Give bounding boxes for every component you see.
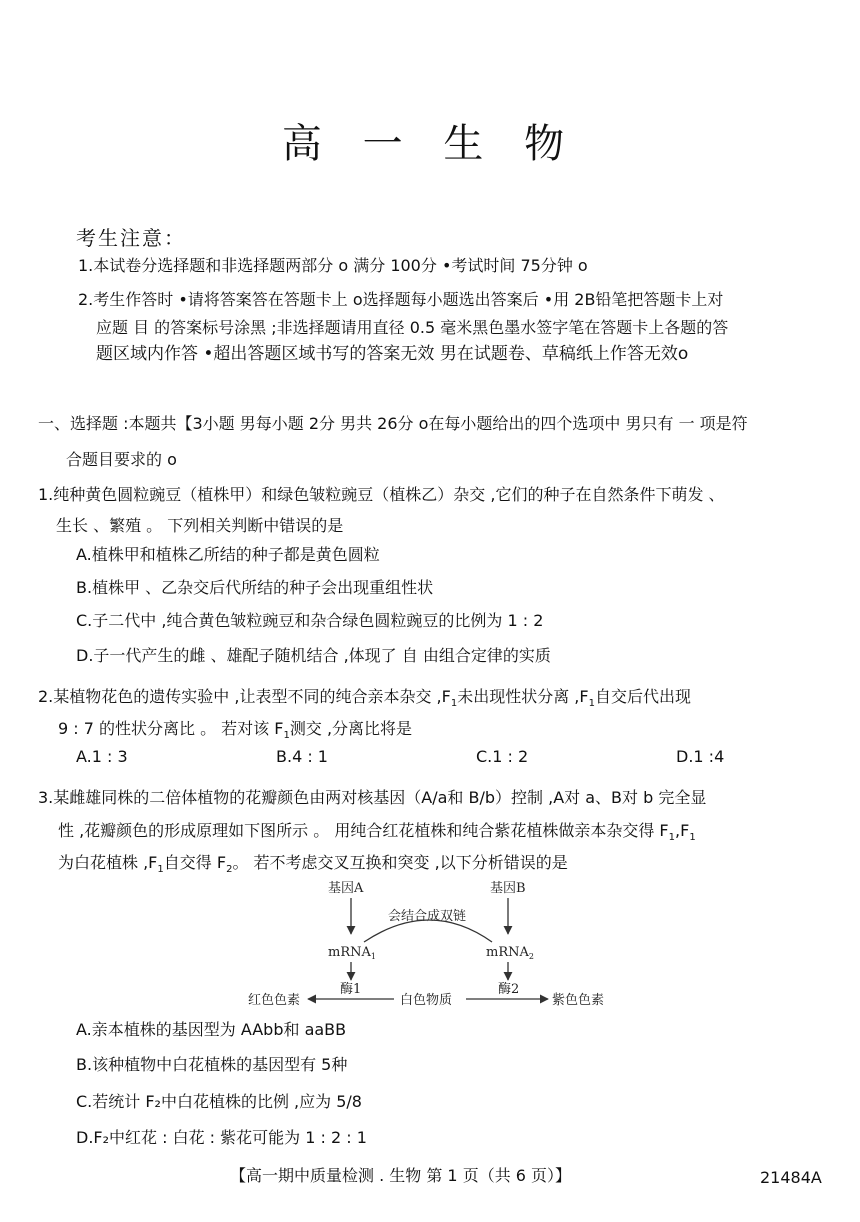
q2-stem-text: 测交 ,分离比将是: [289, 719, 413, 738]
q2-option-d: D.1 :4: [676, 747, 725, 766]
section-heading-line-2: 合题目要求的 o: [66, 450, 177, 469]
subscript: 2: [226, 864, 233, 876]
q3-stem-line-2: [58, 821, 696, 848]
q3-option-b: B.该种植物中白花植株的基因型有 5种: [76, 1055, 348, 1074]
q1-stem-line-1: 1.纯种黄色圆粒豌豆（植株甲）和绿色皱粒豌豆（植株乙）杂交 ,它们的种子在自然条件下萌发 、: [38, 485, 725, 504]
q3-stem-text: 性 ,花瓣颜色的形成原理如下图所示 。 用纯合红花植株和纯合紫花植株做亲本杂交得 F: [58, 821, 669, 840]
q1-option-b: B.植株甲 、乙杂交后代所结的种子会出现重组性状: [76, 578, 434, 597]
q3-stem-text: 为白花植株 ,F: [58, 853, 158, 872]
subscript: 1: [668, 832, 676, 844]
q1-option-c: C.子二代中 ,纯合黄色皱粒豌豆和杂合绿色圆粒豌豆的比例为 1 : 2: [76, 611, 544, 630]
footer-page-info: 【高一期中质量检测 . 生物 第 1 页（共 6 页）】: [230, 1166, 572, 1185]
q3-option-d: D.F₂中红花 : 白花 : 紫花可能为 1 : 2 : 1: [76, 1128, 367, 1147]
notice-item-1: 1.本试卷分选择题和非选择题两部分 o 满分 100分 •考试时间 75分钟 o: [78, 256, 588, 275]
notice-item-2-line-2: 应题 目 的答案标号涂黑 ;非选择题请用直径 0.5 毫米黑色墨水签字笔在答题卡上各题的答: [96, 318, 729, 337]
footer-code: 21484A: [760, 1168, 822, 1187]
pigment-pathway-diagram: [246, 874, 616, 1014]
q3-stem-text: 自交得 F: [163, 853, 227, 872]
q2-stem-text: 9 : 7 的性状分离比 。 若对该 F: [58, 719, 284, 738]
q1-stem-line-2: 生长 、繁殖 。 下列相关判断中错误的是: [56, 516, 344, 535]
subscript: 1: [689, 832, 696, 844]
q2-stem-text: 2.某植物花色的遗传实验中 ,让表型不同的纯合亲本杂交 ,F: [38, 687, 451, 706]
q2-option-b: B.4 : 1: [276, 747, 328, 766]
q3-stem-line-1: 3.某雌雄同株的二倍体植物的花瓣颜色由两对核基因（A/a和 B/b）控制 ,A对 a、B对 b 完全显: [38, 788, 707, 807]
gene-b-label: 基因B: [490, 881, 526, 896]
mrna2-label: mRNA$_2$: [486, 945, 534, 961]
q2-option-a: A.1 : 3: [76, 747, 128, 766]
mrna1-label: mRNA$_1$: [328, 945, 376, 961]
q1-option-d: D.子一代产生的雌 、雄配子随机结合 ,体现了 自 由组合定律的实质: [76, 646, 551, 665]
q3-option-c: C.若统计 F₂中白花植株的比例 ,应为 5/8: [76, 1092, 362, 1111]
subscript: 1: [450, 698, 458, 710]
notice-item-2-line-3: 题区域内作答 •超出答题区域书写的答案无效 男在试题卷、草稿纸上作答无效o: [96, 344, 689, 364]
notice-item-2-line-1: 2.考生作答时 •请将答案答在答题卡上 o选择题每小题选出答案后 •用 2B铅笔把答题卡上对: [78, 290, 724, 309]
red-pigment-label: 红色色素: [248, 993, 301, 1008]
bind-double-strand-label: 会结合成双链: [388, 909, 467, 924]
purple-pigment-label: 紫色色素: [552, 993, 605, 1008]
q3-stem-text: 。 若不考虑交叉互换和突变 ,以下分析错误的是: [232, 853, 568, 872]
enzyme1-label: 酶1: [340, 982, 362, 997]
notice-heading: 考生注意：: [76, 226, 186, 250]
subscript: 1: [588, 698, 595, 710]
q2-stem-text: 自交后代出现: [594, 687, 691, 706]
white-substance-label: 白色物质: [400, 993, 453, 1008]
q2-stem-line-2: [58, 719, 412, 746]
q1-option-a: A.植株甲和植株乙所结的种子都是黄色圆粒: [76, 545, 380, 564]
q2-stem-line-1: [38, 687, 691, 714]
q3-stem-text: ,F: [675, 821, 690, 840]
enzyme2-label: 酶2: [498, 982, 520, 997]
section-heading-line-1: 一、选择题 :本题共【3小题 男每小题 2分 男共 26分 o在每小题给出的四个选项中 男只有 一 项是符: [38, 414, 748, 433]
subscript: 1: [157, 864, 164, 876]
subscript: 1: [283, 730, 290, 742]
page-title: 高 一 生 物: [281, 121, 579, 167]
gene-a-label: 基因A: [328, 881, 364, 896]
q2-stem-text: 未出现性状分离 ,F: [457, 687, 589, 706]
q3-option-a: A.亲本植株的基因型为 AAbb和 aaBB: [76, 1020, 347, 1039]
q2-option-c: C.1 : 2: [476, 747, 529, 766]
